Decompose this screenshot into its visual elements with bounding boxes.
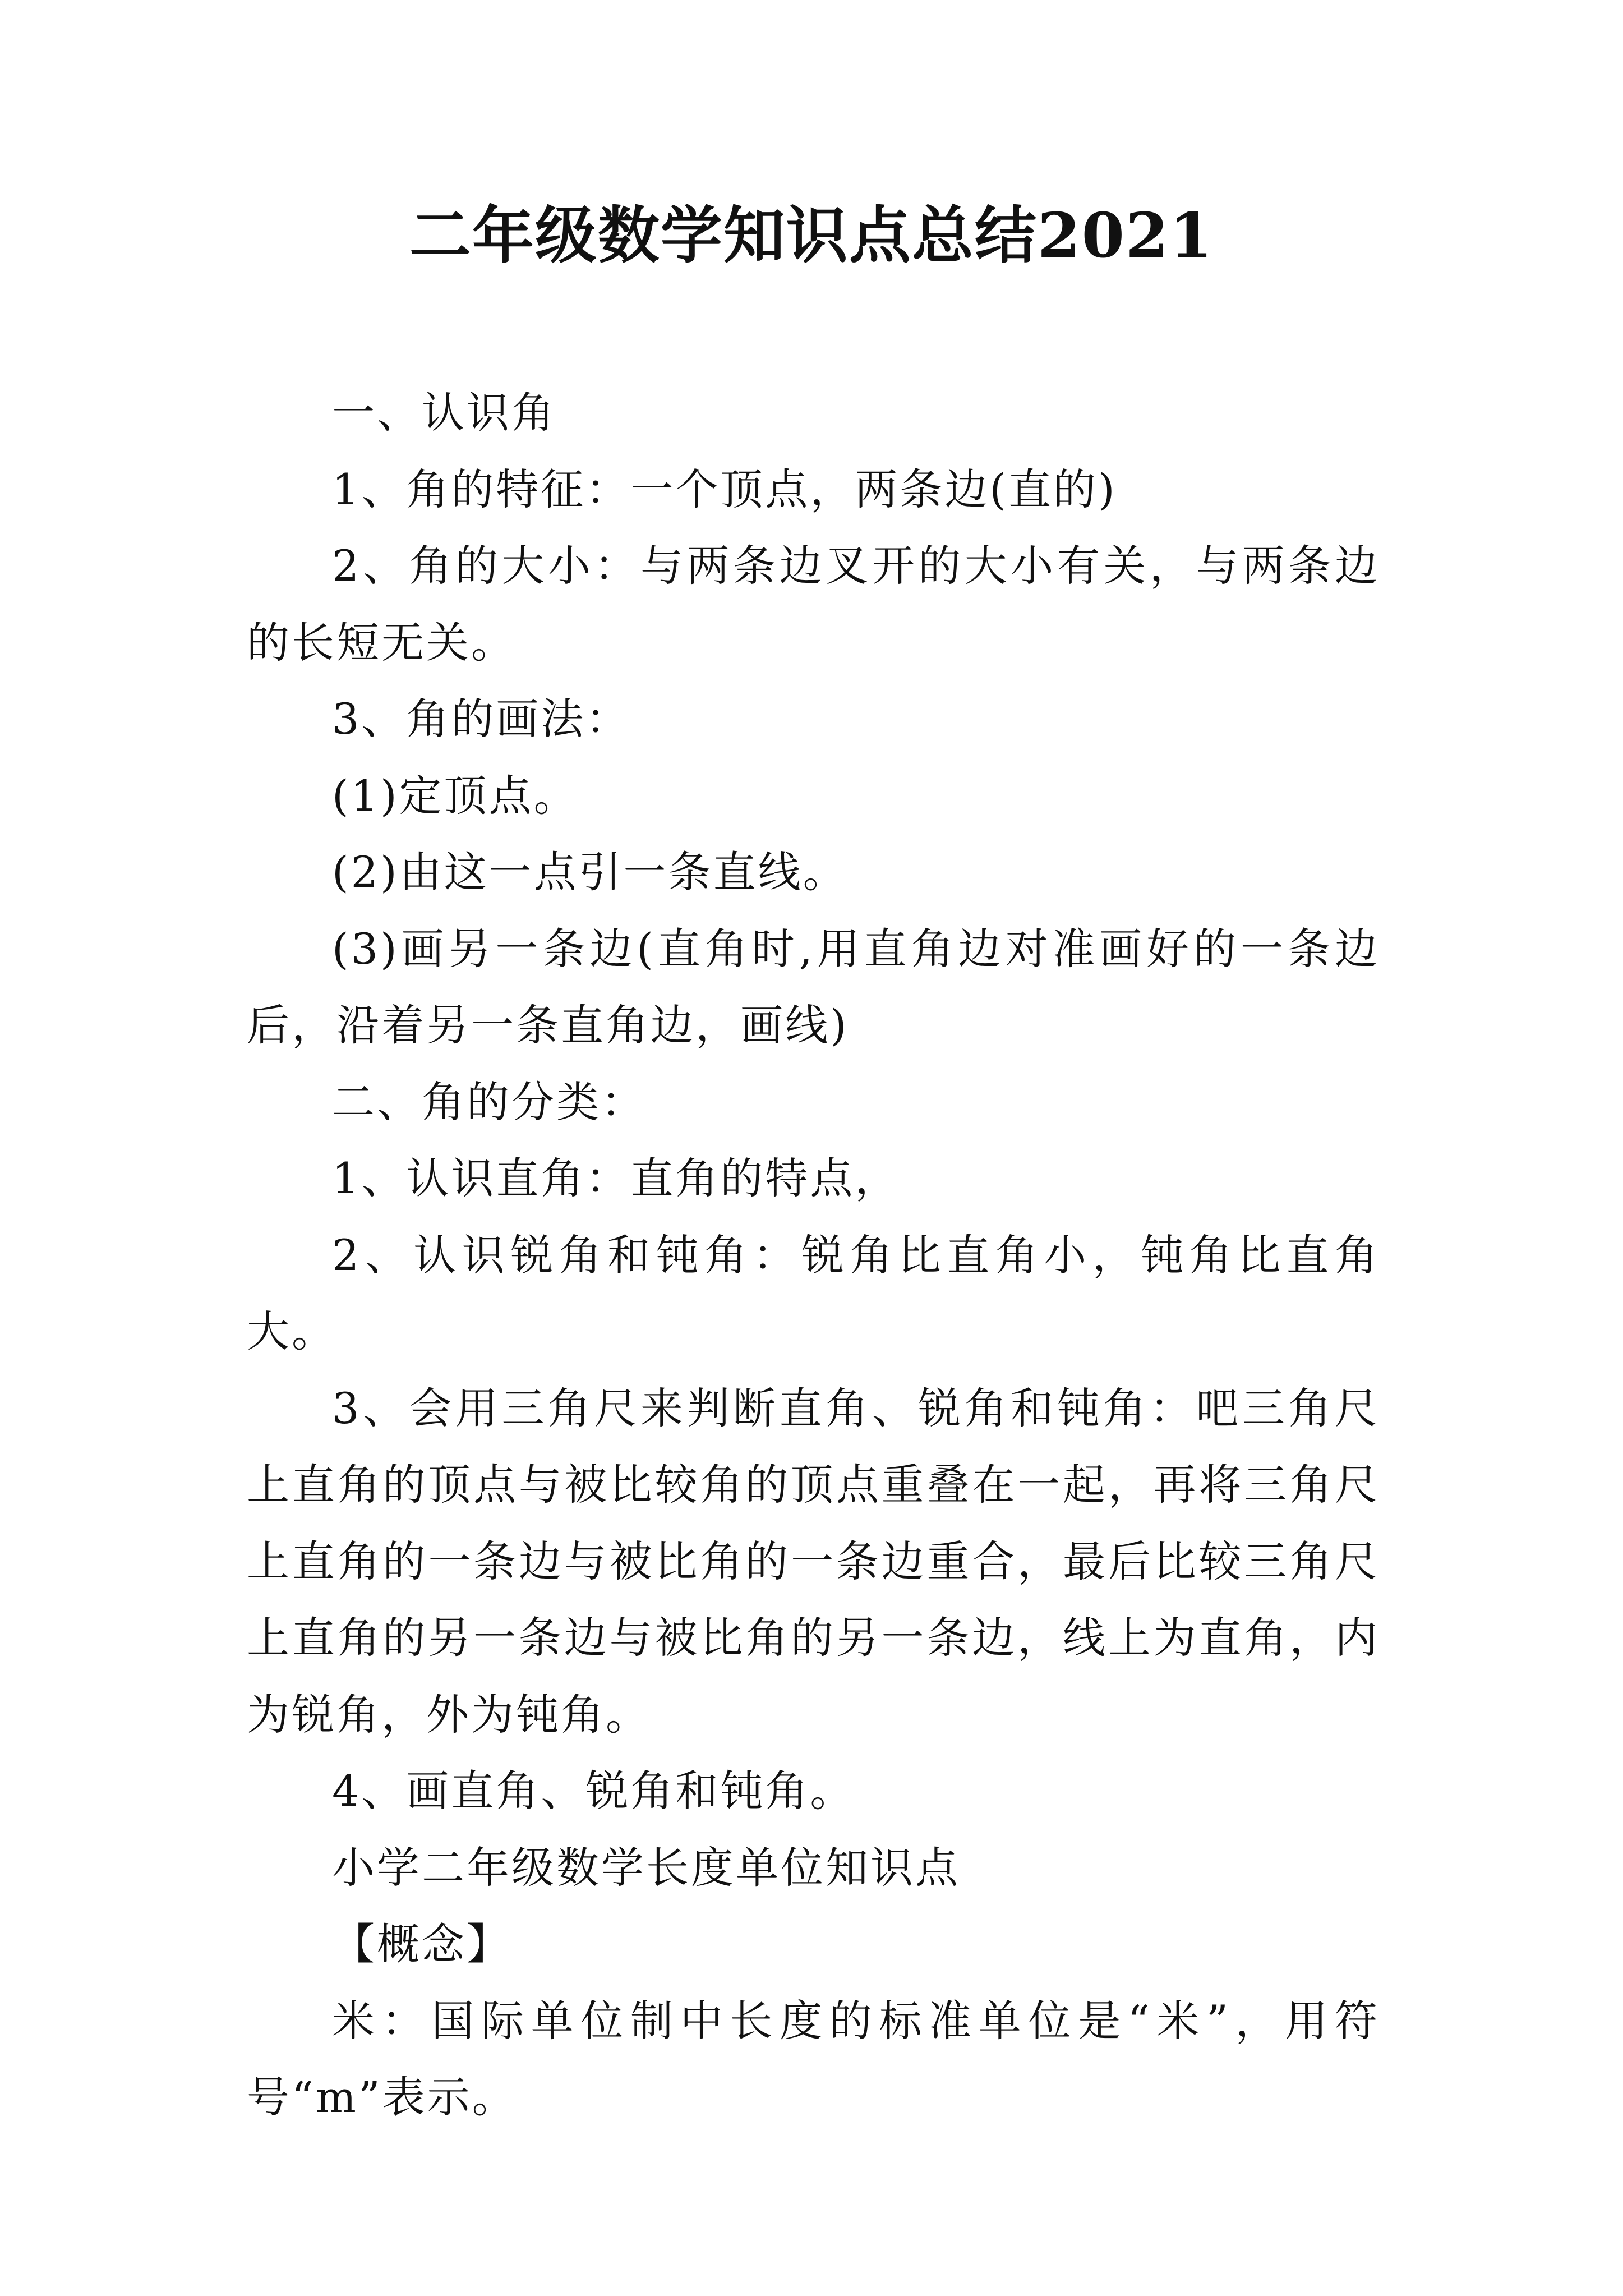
paragraph-drawing-step-3: (3)画另一条边(直角时,用直角边对准画好的一条边后，沿着另一条直角边，画线) xyxy=(247,923,1380,1050)
paragraph-section-1-heading: 一、认识角 xyxy=(332,388,556,438)
paragraph-angle-features: 1、角的特征：一个顶点，两条边(直的) xyxy=(332,464,1117,514)
document-title: 二年级数学知识点总结2021 xyxy=(409,199,1214,272)
paragraph-angle-drawing-heading: 3、角的画法： xyxy=(332,694,631,744)
paragraph-right-angle: 1、认识直角：直角的特点， xyxy=(332,1153,900,1203)
document-body xyxy=(247,375,1380,2136)
paragraph-angle-size: 2、角的大小：与两条边叉开的大小有关，与两条边的长短无关。 xyxy=(247,541,1380,668)
paragraph-triangle-ruler: 3、会用三角尺来判断直角、锐角和钝角：吧三角尺上直角的顶点与被比较角的顶点重叠在一起，再将三角尺上直角的一条边与被比角的一条边重合，最后比较三角尺上直角的另一条边与被比角的另一条边，线上为直角，内为锐角，外为钝角。 xyxy=(247,1383,1380,1740)
paragraph-draw-angles: 4、画直角、锐角和钝角。 xyxy=(332,1766,855,1816)
paragraph-meter-definition: 米：国际单位制中长度的标准单位是“米”，用符号“m”表示。 xyxy=(247,1995,1380,2122)
paragraph-drawing-step-2: (2)由这一点引一条直线。 xyxy=(332,847,848,897)
paragraph-concept-heading: 【概念】 xyxy=(332,1919,511,1969)
paragraph-drawing-step-1: (1)定顶点。 xyxy=(332,770,579,821)
paragraph-length-units-heading: 小学二年级数学长度单位知识点 xyxy=(332,1842,960,1893)
paragraph-section-2-heading: 二、角的分类： xyxy=(332,1076,646,1127)
paragraph-acute-obtuse: 2、认识锐角和钝角：锐角比直角小，钝角比直角大。 xyxy=(247,1230,1380,1356)
